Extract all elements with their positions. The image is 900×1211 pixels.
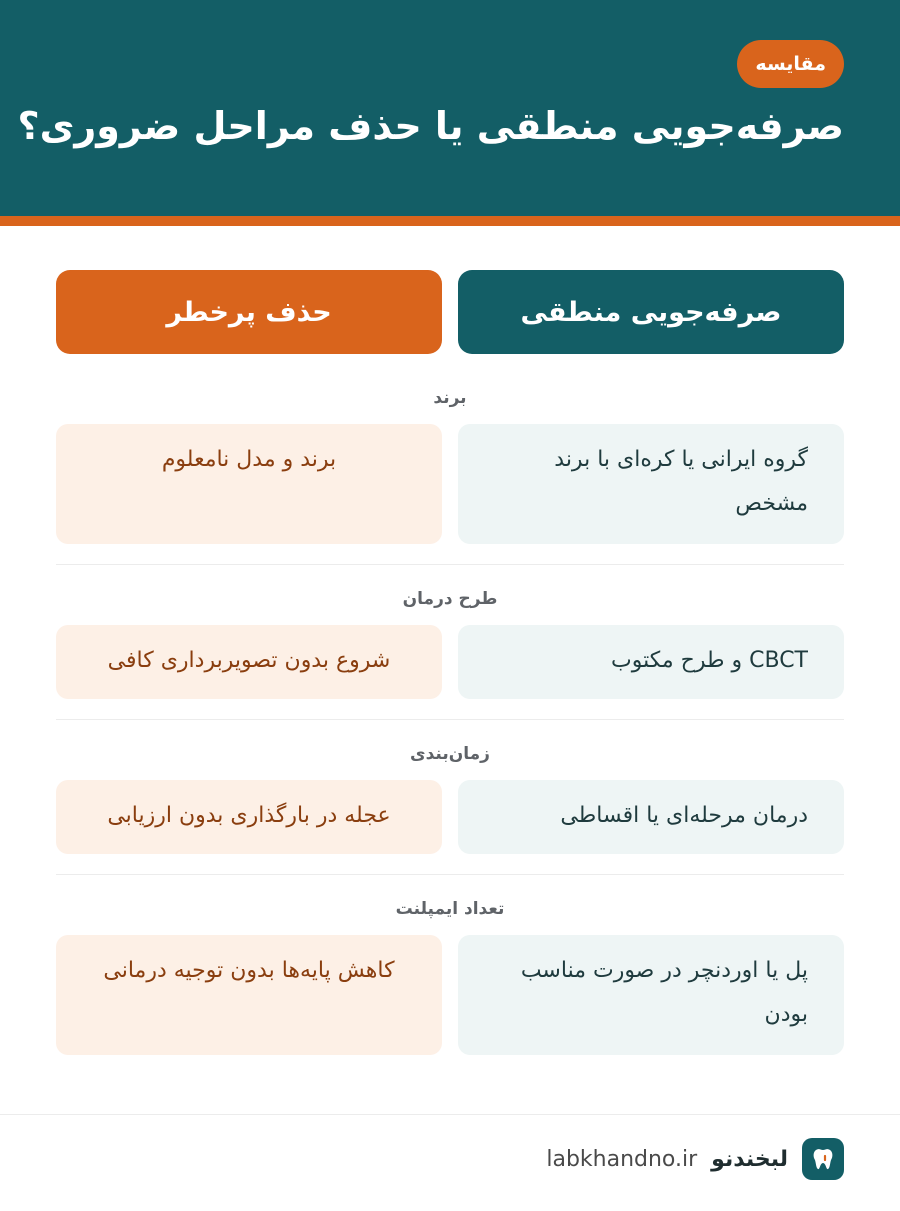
smart-cell: پل یا اوردنچر در صورت مناسب بودن — [458, 935, 844, 1055]
divider — [56, 719, 844, 720]
footer-divider — [0, 1114, 900, 1115]
divider — [56, 874, 844, 875]
footer-brand — [546, 1138, 844, 1180]
risky-cell: شروع بدون تصویربرداری کافی — [56, 625, 442, 699]
risky-cell: عجله در بارگذاری بدون ارزیابی — [56, 780, 442, 854]
section-title-treatment-plan: طرح درمان — [402, 589, 498, 609]
risky-cell: برند و مدل نامعلوم — [56, 424, 442, 544]
column-header-risky: حذف پرخطر — [56, 270, 442, 354]
section-title-brand: برند — [433, 388, 467, 408]
section-title-implant-count: تعداد ایمپلنت — [395, 899, 505, 919]
column-headers — [56, 270, 844, 354]
section-title-timing: زمان‌بندی — [410, 744, 490, 764]
smart-cell: CBCT و طرح مکتوب — [458, 625, 844, 699]
comparison-table — [56, 270, 844, 1055]
brand-name: لبخندنو — [711, 1146, 788, 1172]
website-link[interactable]: labkhandno.ir — [546, 1146, 698, 1172]
tooth-icon — [802, 1138, 844, 1180]
divider — [56, 564, 844, 565]
comparison-row — [56, 424, 844, 544]
smart-cell: گروه ایرانی یا کره‌ای با برند مشخص — [458, 424, 844, 544]
header — [0, 0, 900, 226]
smart-cell: درمان مرحله‌ای یا اقساطی — [458, 780, 844, 854]
comparison-row — [56, 935, 844, 1055]
page-title: صرفه‌جویی منطقی یا حذف مراحل ضروری؟ — [17, 104, 844, 148]
comparison-row — [56, 780, 844, 854]
risky-cell: کاهش پایه‌ها بدون توجیه درمانی — [56, 935, 442, 1055]
column-header-smart: صرفه‌جویی منطقی — [458, 270, 844, 354]
comparison-row — [56, 625, 844, 699]
category-badge: مقایسه — [737, 40, 844, 88]
